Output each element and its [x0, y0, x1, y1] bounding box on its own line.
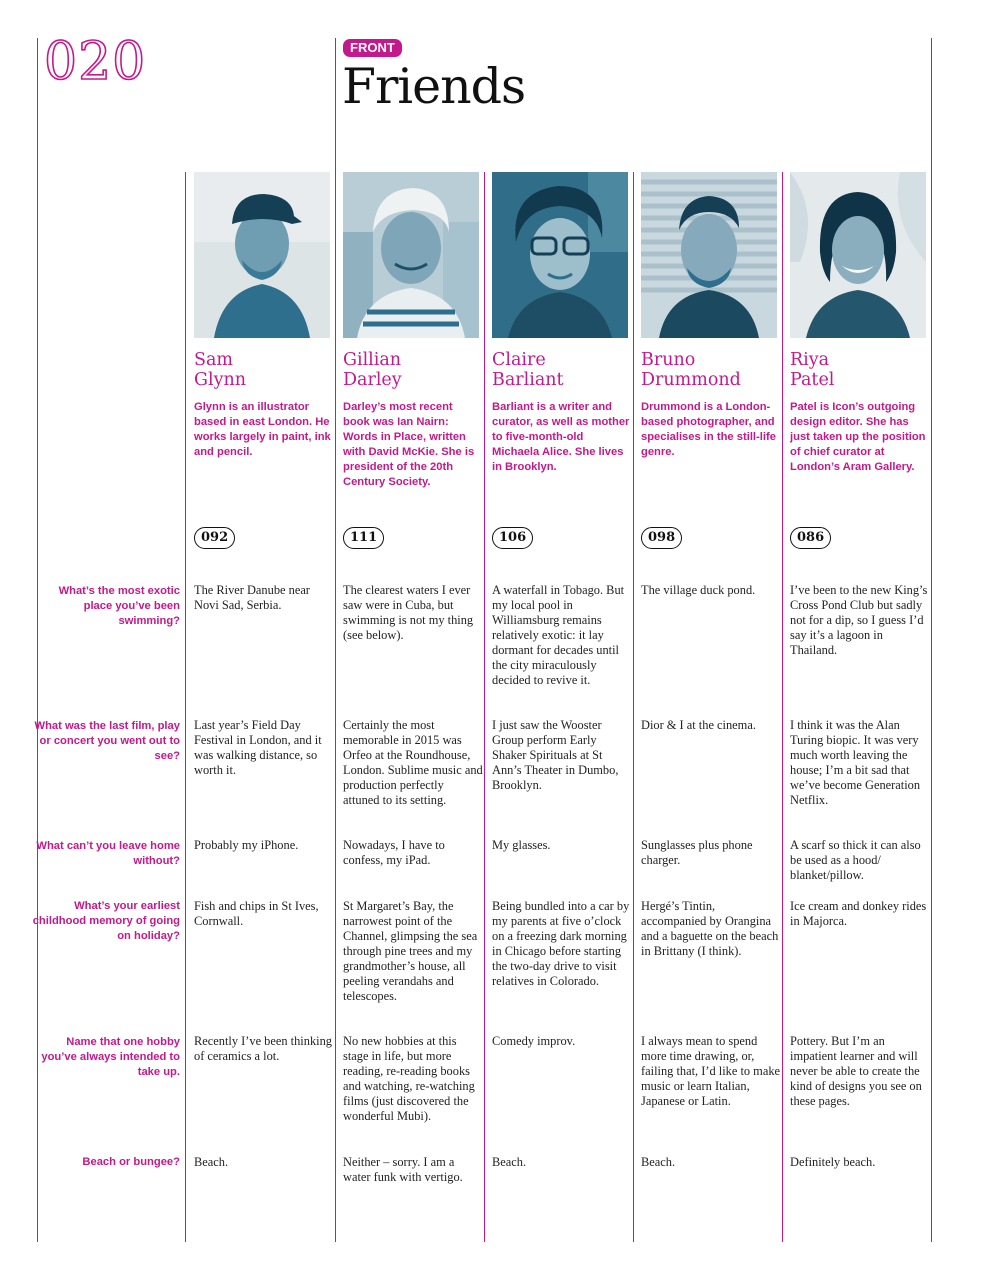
contributor-name: Bruno Drummond — [641, 350, 741, 390]
page-number: 020 — [44, 32, 147, 92]
contributor-bio: Glynn is an illustrator based in east London. He works largely in paint, ink and pencil. — [194, 401, 331, 458]
answer-text: Dior & I at the cinema. — [641, 718, 756, 732]
contributor-name: Claire Barliant — [492, 350, 564, 390]
answer-text: Recently I’ve been thinking of ceramics a lot. — [194, 1034, 332, 1063]
answer-text: Comedy improv. — [492, 1034, 576, 1048]
answer-text: The River Danube near Novi Sad, Serbia. — [194, 583, 310, 612]
column-rule — [335, 38, 336, 1242]
question-label: Beach or bungee? — [82, 1156, 180, 1168]
portrait-photo — [343, 172, 479, 338]
contributor-name: Gillian Darley — [343, 350, 402, 390]
question-label: What can’t you leave home without? — [36, 840, 180, 867]
contributor-bio: Patel is Icon’s outgoing design editor. She has just taken up the position of chief curator at London’s Aram Gallery. — [790, 401, 926, 473]
contributor-column — [790, 172, 928, 475]
contributor-column — [343, 172, 481, 490]
contributor-column — [641, 172, 779, 460]
contributor-column — [492, 172, 630, 475]
answer-text: Neither – sorry. I am a water funk with vertigo. — [343, 1155, 463, 1184]
answer-text: Being bundled into a car by my parents at five o’clock on a freezing dark morning in Chicago before starting the two-day drive to visit relatives in Colorado. — [492, 899, 630, 988]
answer-text: Probably my iPhone. — [194, 838, 299, 852]
section-tag: FRONT — [343, 39, 402, 57]
question-label: What’s your earliest childhood memory of going on holiday? — [32, 900, 180, 942]
contributor-name: Sam Glynn — [194, 350, 247, 390]
column-rule — [931, 38, 932, 1242]
column-rule — [185, 172, 186, 1242]
answer-text: Pottery. But I’m an impatient learner and will never be able to create the kind of designs you see on these pages. — [790, 1034, 922, 1108]
portrait-photo — [641, 172, 777, 338]
answer-text: A scarf so thick it can also be used as a hood/ blanket/pillow. — [790, 838, 921, 882]
answer-text: Definitely beach. — [790, 1155, 876, 1169]
answer-text: Beach. — [194, 1155, 229, 1169]
page-reference-badge[interactable]: 111 — [343, 527, 384, 549]
portrait-photo — [790, 172, 926, 338]
answer-text: I just saw the Wooster Group perform Early Shaker Spirituals at St Ann’s Theater in Dumbo, Brooklyn. — [492, 718, 619, 792]
answer-text: I think it was the Alan Turing biopic. It was very much worth leaving the house; I’m a bit sad that we’ve become Generation Netflix. — [790, 718, 921, 807]
portrait-photo — [492, 172, 628, 338]
column-rule — [633, 172, 634, 1242]
page-reference-badge[interactable]: 086 — [790, 527, 831, 549]
answer-text: Beach. — [492, 1155, 527, 1169]
page-reference-badge[interactable]: 098 — [641, 527, 682, 549]
answer-text: Ice cream and donkey rides in Majorca. — [790, 899, 927, 928]
question-label: What’s the most exotic place you’ve been swimming? — [58, 585, 180, 627]
answer-text: St Margaret’s Bay, the narrowest point of the Channel, glimpsing the sea through pine trees and my grandmother’s house, all peeling verandahs and telescopes. — [343, 899, 478, 1003]
answer-text: I’ve been to the new King’s Cross Pond Club but sadly not for a dip, so I guess I’d say it’s a lagoon in Thailand. — [790, 583, 928, 657]
page-reference-badge[interactable]: 092 — [194, 527, 235, 549]
portrait-photo — [194, 172, 330, 338]
answer-text: Last year’s Field Day Festival in London, and it was walking distance, so worth it. — [194, 718, 322, 777]
column-rule — [484, 172, 485, 1242]
contributor-bio: Darley’s most recent book was Ian Nairn: Words in Place, written with David McKie. She is president of the 20th Century Society. — [343, 401, 475, 488]
answer-text: Nowadays, I have to confess, my iPad. — [343, 838, 445, 867]
answer-text: No new hobbies at this stage in life, but more reading, re-reading books and watching, re-watching films (just discovered the wonderful Mubi). — [343, 1034, 475, 1123]
answer-text: Hergé’s Tintin, accompanied by Orangina and a baguette on the beach in Brittany (I think). — [641, 899, 779, 958]
answer-text: A waterfall in Tobago. But my local pool in Williamsburg remains relatively exotic: it lay dormant for decades until the city miraculously decided to revive it. — [492, 583, 625, 687]
question-label: Name that one hobby you’ve always intended to take up. — [41, 1036, 180, 1078]
contributor-bio: Drummond is a London-based photographer, and specialises in the still-life genre. — [641, 401, 776, 458]
page-title: Friends — [342, 58, 526, 115]
contributor-name: Riya Patel — [790, 350, 835, 390]
answer-text: Sunglasses plus phone charger. — [641, 838, 753, 867]
answer-text: Certainly the most memorable in 2015 was Orfeo at the Roundhouse, London. Sublime music and production perfectly attuned to its setting. — [343, 718, 483, 807]
answer-text: The village duck pond. — [641, 583, 756, 597]
answer-text: Fish and chips in St Ives, Cornwall. — [194, 899, 319, 928]
contributor-column — [194, 172, 332, 460]
answer-text: I always mean to spend more time drawing, or, failing that, I’d like to make music or learn Italian, Japanese or Latin. — [641, 1034, 781, 1108]
contributor-bio: Barliant is a writer and curator, as well as mother to five-month-old Michaela Alice. She lives in Brooklyn. — [492, 401, 630, 473]
question-label: What was the last film, play or concert you went out to see? — [34, 720, 180, 762]
answer-text: My glasses. — [492, 838, 551, 852]
column-rule — [782, 172, 783, 1242]
answer-text: Beach. — [641, 1155, 676, 1169]
answer-text: The clearest waters I ever saw were in Cuba, but swimming is not my thing (see below). — [343, 583, 474, 642]
page-reference-badge[interactable]: 106 — [492, 527, 533, 549]
